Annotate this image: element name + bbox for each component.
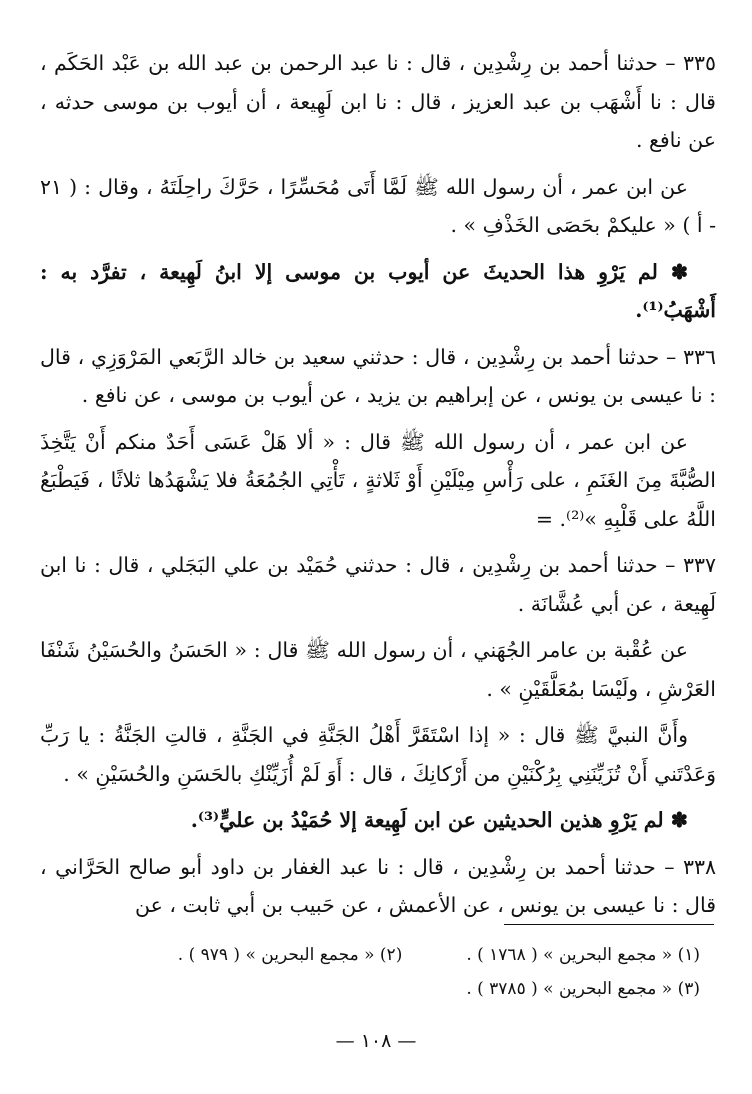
footnote-divider bbox=[504, 924, 714, 925]
hadith-338-chain: ٣٣٨ – حدثنا أحمد بن رِشْدِين ، قال : نا عبد الغفار بن داود أبو صالح الحَرَّاني ، قال : نا عيسى بن يونس ، عن الأعمش ، عن حَبيب بن أبي ثابت ، عن bbox=[40, 854, 716, 917]
hadith-336-chain: ٣٣٦ – حدثنا أحمد بن رِشْدِين ، قال : حدثني سعيد بن خالد الرَّبَعي المَرْوَزِي ، قال : نا عيسى بن يونس ، عن إبراهيم بن يزيد ، عن أيوب بن موسى ، عن نافع . bbox=[40, 344, 716, 407]
hadith-335-chain: ٣٣٥ – حدثنا أحمد بن رِشْدِين ، قال : نا عبد الرحمن بن عبد الله بن عَبْد الحَكَم ، قال : نا أَشْهَب بن عبد العزيز ، قال : نا ابن لَهِيعة ، أن أيوب بن موسى حدثه ، عن نافع . bbox=[40, 51, 716, 152]
footnote-3: (٣) « مجمع البحرين » ( ٣٧٨٥ ) . bbox=[466, 979, 700, 999]
hadith-335-note: ✽ لم يَرْوِ هذا الحديثَ عن أيوب بن موسى إلا ابنُ لَهِيعة ، تفرَّد به : أَشْهَبُ⁽¹⁾. bbox=[40, 259, 716, 322]
footnote-row bbox=[40, 938, 700, 972]
hadith-337-note: ✽ لم يَرْوِ هذين الحديثين عن ابن لَهِيعة إلا حُمَيْدُ بن عليٍّ⁽³⁾. bbox=[190, 808, 688, 832]
hadith-337-text-2: وأَنَّ النبيَّ ﷺ قال : « إذا اسْتَقَرَّ أَهْلُ الجَنَّةِ في الجَنَّةِ ، قالتِ الجَنَّةُ : يا رَبِّ وَعَدْتَني أَنْ تُزَيِّنَنِي بِرُكْنَيْنِ من أَرْكانِكَ ، قال : أَوَ لَمْ أُزَيِّنْكِ بالحَسَنِ والحُسَيْنِ » . bbox=[40, 723, 716, 786]
page-number: — ١٠٨ — bbox=[335, 1030, 417, 1052]
hadith-337-text-1: عن عُقْبة بن عامر الجُهَني ، أن رسول الله ﷺ قال : « الحَسَنُ والحُسَيْنُ شَنْفَا العَرْشِ ، ولَيْسَا بمُعَلَّقَيْنِ » . bbox=[40, 638, 716, 701]
footnotes bbox=[40, 938, 700, 1006]
footnote-2: (٢) « مجمع البحرين » ( ٩٧٩ ) . bbox=[177, 945, 403, 965]
hadith-336-text: عن ابن عمر ، أن رسول الله ﷺ قال : « ألا هَلْ عَسَى أَحَدٌ منكم أَنْ يَتَّخِذَ الصُّبَّةَ مِنَ الغَنَمِ ، على رَأْسِ مِيْلَيْنِ أَوْ ثَلاثةٍ ، تَأْتِي الجُمُعَةُ فلا يَشْهَدُها ثلاثًا ، فَيَطْبَعُ اللَّهُ على قَلْبِهِ »⁽²⁾. = bbox=[40, 429, 716, 531]
footnote-1: (١) « مجمع البحرين » ( ١٧٦٨ ) . bbox=[466, 945, 700, 965]
page-body bbox=[40, 44, 716, 925]
hadith-337-chain: ٣٣٧ – حدثنا أحمد بن رِشْدِين ، قال : حدثني حُمَيْد بن علي البَجَلي ، قال : نا ابن لَهِيعة ، عن أبي عُشَّانَة . bbox=[40, 553, 716, 616]
hadith-335-text: عن ابن عمر ، أن رسول الله ﷺ لَمَّا أَتَى مُحَسِّرًا ، حَرَّكَ راحِلَتَهُ ، وقال : ( ٢١ - أ ) « عليكمْ بحَصَى الخَذْفِ » . bbox=[40, 174, 716, 237]
